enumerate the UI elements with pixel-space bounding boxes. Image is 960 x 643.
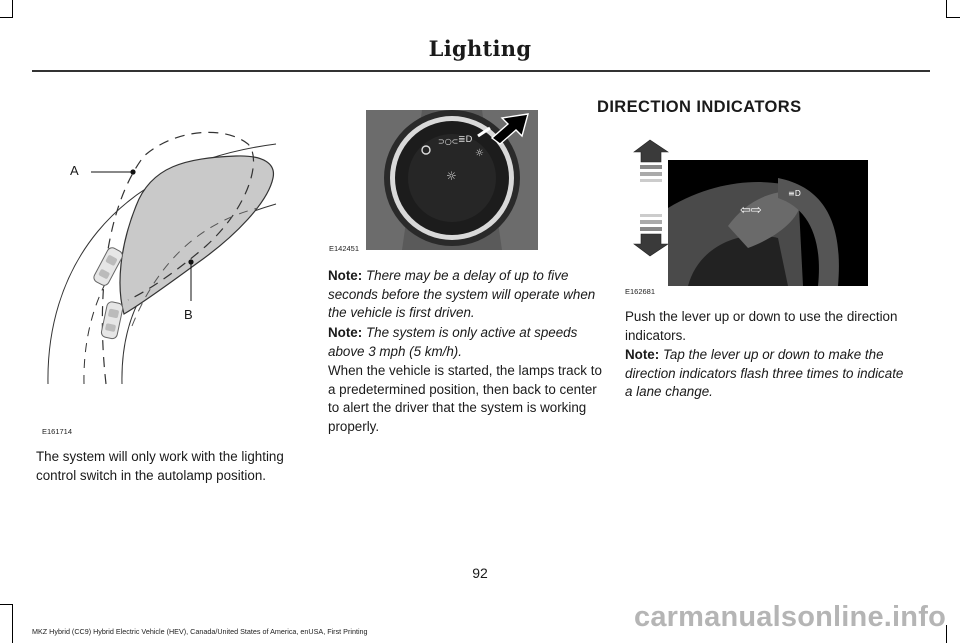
headlamp-icon: ≣D [458,135,473,145]
page-title: Lighting [428,36,532,61]
high-beam-icon: ☼ [475,148,484,159]
svg-text:⊃○⊂: ⊃○⊂ [438,137,459,146]
startup-paragraph: When the vehicle is started, the lamps track to a predetermined position, then back to center to alert the driver that the system is working properly. [328,363,602,434]
note-label: Note: [328,268,363,283]
note-label: Note: [328,325,363,340]
lever-paragraph: Push the lever up or down to use the direction indicators. [625,309,898,343]
header-divider [32,70,930,72]
lane-diagram-figure [36,96,300,436]
headlamp-switch-figure [329,110,552,256]
arrow-down-icon [634,234,668,256]
note-text: Tap the lever up or down to make the direction indicators flash three times to indicate a lane change. [625,347,904,400]
watermark: carmanualsonline.info [634,601,946,633]
note-lane-change [625,346,905,402]
crop-mark [12,604,13,643]
crop-mark [0,17,12,18]
section-heading: DIRECTION INDICATORS [597,98,802,116]
crop-mark [946,625,947,643]
crop-mark [946,17,960,18]
page-number: 92 [472,565,488,581]
vehicle-rear-icon [101,301,124,340]
crop-mark [946,0,947,18]
arrow-up-icon [634,140,668,162]
direction-lever-figure [625,138,874,298]
note-label: Note: [625,347,660,362]
direction-lever-illustration [628,138,874,290]
turn-signal-icon: ⇦⇨ [740,203,762,218]
high-beam-icon: ≡D [788,189,801,198]
note-text: There may be a delay of up to five seconds before the system will operate when the vehicle is first driven. [328,268,596,321]
figure-id: E142451 [329,244,360,253]
callout-label-b: B [184,307,193,322]
note-delay [328,267,604,323]
crop-mark [0,604,12,605]
headlamp-switch-illustration [332,110,552,250]
autolamp-paragraph: The system will only work with the lighting control switch in the autolamp position. [36,449,284,483]
footer-text: MKZ Hybrid (CC9) Hybrid Electric Vehicle (HEV), Canada/United States of America, enUSA, First Printing [32,627,368,636]
figure-id: E161714 [42,427,73,436]
dimmer-icon: ☼ [446,169,457,183]
figure-id: E162681 [625,287,656,296]
vehicle-front-icon [92,246,124,287]
note-text: The system is only active at speeds above 3 mph (5 km/h). [328,325,578,359]
note-speed [328,324,604,361]
callout-label-a: A [70,163,79,178]
crop-mark [12,0,13,18]
lane-diagram-illustration [36,96,300,436]
